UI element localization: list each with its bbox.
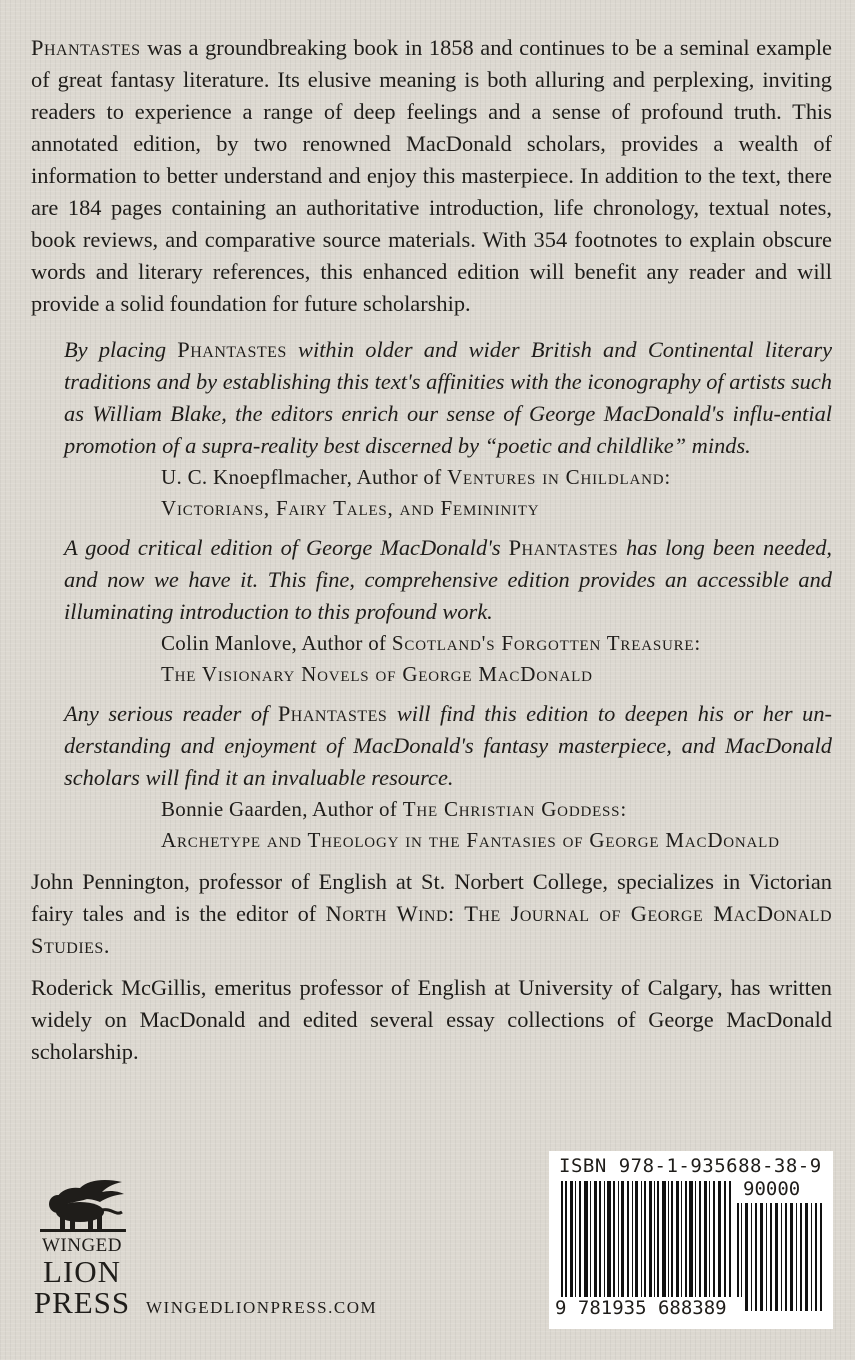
blurb-quote	[64, 698, 832, 794]
publisher-name-line3: PRESS	[33, 1285, 131, 1320]
blurb-quote-pre: Any serious reader of	[64, 701, 269, 726]
ean-digits: 9 781935 688389	[553, 1297, 745, 1319]
blurb-quote-title: Phantastes	[177, 337, 287, 362]
description-text: was a groundbreaking book in 1858 and continues to be a seminal example of great fantasy literature. Its elusive meaning is both alluring and perplexing, inviting readers to experience a range of deep feelings and a sense of profound truth. This annotated edition, by two renowned MacDonald scholars, provides a wealth of information to better understand and enjoy this masterpiece. In addition to the text, there are 184 pages containing an authoritative introduction, life chronology, textual notes, book reviews, and comparative source materials. With 354 footnotes to explain obscure words and literary references, this enhanced edition will benefit any reader and will provide a solid foundation for future scholarship.	[31, 35, 832, 316]
blurb-work-line2: The Visionary Novels of George MacDonald	[161, 662, 593, 686]
editor-bio-end: .	[103, 933, 110, 958]
description-title: Phantastes	[31, 35, 141, 60]
blurb-quote	[64, 532, 832, 628]
editor-bio-journal: North Wind: The Journal of George MacDonald Studies	[31, 901, 832, 958]
back-cover	[31, 32, 832, 1068]
editor-bio-text: Roderick McGillis, emeritus professor of English at University of Calgary, has written widely on MacDonald and edited several essay collections of George MacDonald scholarship.	[31, 975, 832, 1064]
blurb-author: Colin Manlove, Author of	[161, 631, 387, 655]
blurb-quote-post: will find this edition to deepen his or her un-derstanding and enjoyment of MacDonald's fantasy masterpiece, and MacDonald scholars will find it an invaluable resource.	[64, 701, 832, 790]
blurb-author: U. C. Knoepflmacher, Author of	[161, 465, 442, 489]
blurb-quote-pre: By placing	[64, 337, 167, 362]
blurb-attribution	[161, 462, 832, 524]
editor-bio	[31, 972, 832, 1068]
blurb-attribution	[161, 628, 832, 690]
publisher-name-line2: LION	[42, 1254, 122, 1289]
blurb-work-line2: Archetype and Theology in the Fantasies of George MacDonald	[161, 828, 780, 852]
blurb	[64, 698, 832, 856]
blurb-work-line1: Scotland's Forgotten Treasure:	[391, 631, 702, 655]
blurb-work-line1: Ventures in Childland:	[447, 465, 671, 489]
blurb-quote	[64, 334, 832, 462]
publisher-name-line1: WINGED	[41, 1235, 123, 1256]
book-description	[31, 32, 832, 320]
price-bars	[737, 1203, 823, 1311]
blurb	[64, 334, 832, 524]
publisher-website[interactable]: WINGEDLIONPRESS.COM	[146, 1298, 378, 1317]
blurb	[64, 532, 832, 690]
blurb-work-line1: The Christian Goddess:	[402, 797, 627, 821]
winged-lion-icon	[36, 1176, 128, 1232]
blurb-work-line2: Victorians, Fairy Tales, and Femininity	[161, 496, 540, 520]
blurb-attribution	[161, 794, 832, 856]
ean-bars	[561, 1181, 733, 1309]
editor-bio-text: John Pennington, professor of English at St. Norbert College, specializes in Victorian fairy tales and is the editor of	[31, 869, 832, 926]
price-code: 90000	[743, 1178, 801, 1200]
blurb-quote-post: within older and wider British and Continental literary traditions and by establishing this text's affinities with the iconography of artists such as William Blake, the editors enrich our sense of George MacDonald's influ-ential promotion of a supra-reality best discerned by “poetic and childlike” minds.	[64, 337, 833, 458]
editor-bio	[31, 866, 832, 962]
blurb-author: Bonnie Gaarden, Author of	[161, 797, 398, 821]
isbn-text: ISBN 978-1-935688-38-9	[559, 1155, 822, 1177]
blurb-quote-title: Phantastes	[277, 701, 388, 726]
isbn-barcode	[549, 1151, 833, 1329]
blurb-quote-post: has long been needed, and now we have it. This fine, comprehensive edition provides an accessible and illuminating introduction to this profound work.	[64, 535, 832, 624]
blurb-quote-pre: A good critical edition of George MacDonald's	[64, 535, 501, 560]
blurb-quote-title: Phantastes	[508, 535, 619, 560]
publisher-logo	[32, 1176, 132, 1318]
